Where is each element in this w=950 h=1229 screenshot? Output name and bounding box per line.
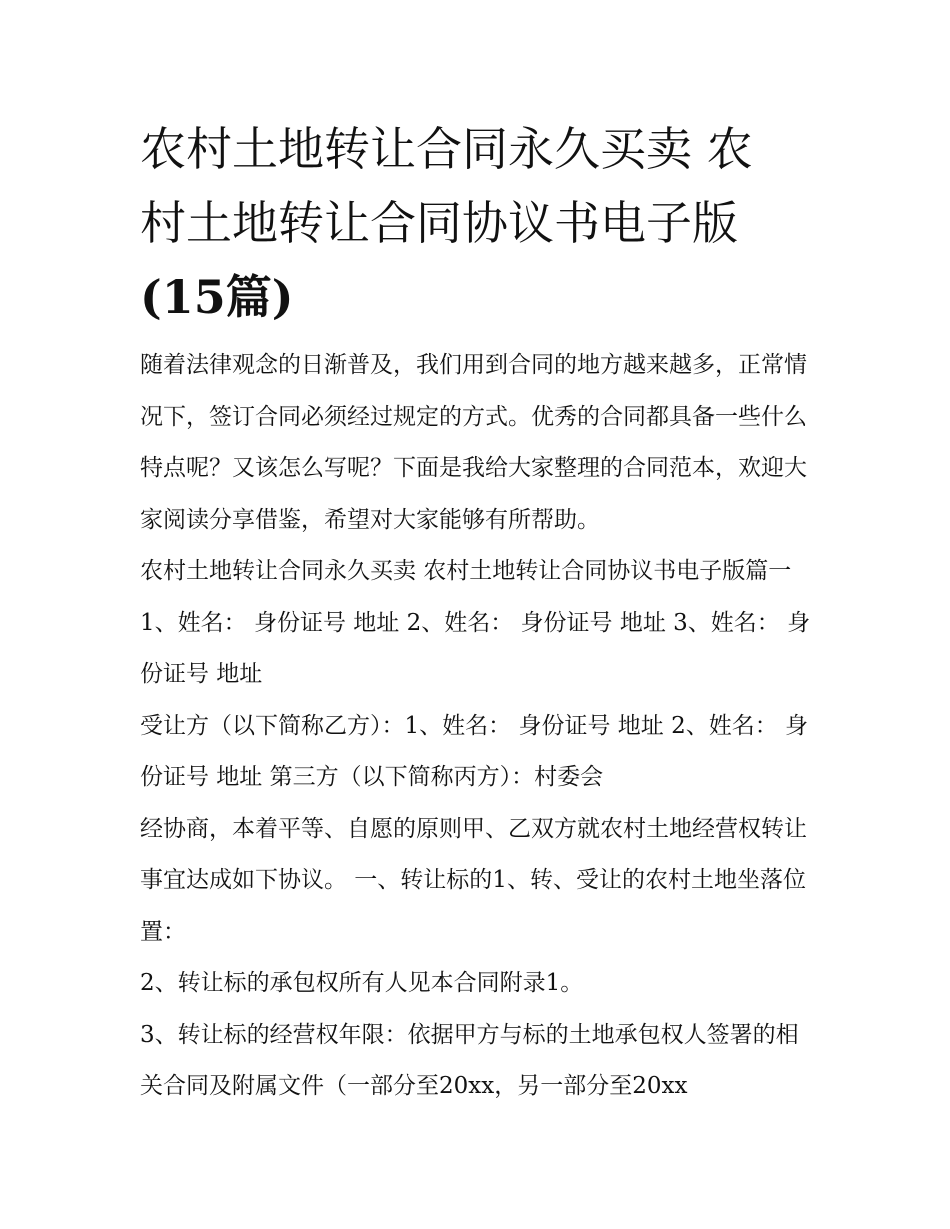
document-body [140, 112, 820, 1113]
agreement-paragraph: 经协商，本着平等、自愿的原则甲、乙双方就农村土地经营权转让事宜达成如下协议。 一、转让标的1、转、受让的农村土地坐落位置： [140, 815, 807, 945]
clause-2-paragraph: 2、转让标的承包权所有人见本合同附录1。 [140, 970, 584, 996]
document-title [140, 112, 820, 334]
title-line-2: 村土地转让合同协议书电子版 [140, 196, 738, 250]
intro-paragraph: 随着法律观念的日渐普及，我们用到合同的地方越来越多，正常情况下，签订合同必须经过规定的方式。优秀的合同都具备一些什么特点呢？又该怎么写呢？下面是我给大家整理的合同范本，欢迎大家阅读分享借鉴，希望对大家能够有所帮助。 [140, 352, 807, 533]
title-line-3: (15篇) [140, 270, 294, 324]
clause-3-paragraph: 3、转让标的经营权年限：依据甲方与标的土地承包权人签署的相关合同及附属文件（一部分至20xx，另一部分至20xx [140, 1021, 799, 1099]
title-line-1: 农村土地转让合同永久买卖 农 [140, 122, 753, 176]
parties-transferor-paragraph: 农村土地转让合同永久买卖 农村土地转让合同协议书电子版篇一1、姓名： 身份证号 地址 2、姓名： 身份证号 地址 3、姓名： 身份证号 地址 [140, 558, 811, 687]
parties-transferee-paragraph: 受让方（以下简称乙方）：1、姓名： 身份证号 地址 2、姓名： 身份证号 地址 第三方（以下简称丙方）：村委会 [140, 712, 809, 790]
